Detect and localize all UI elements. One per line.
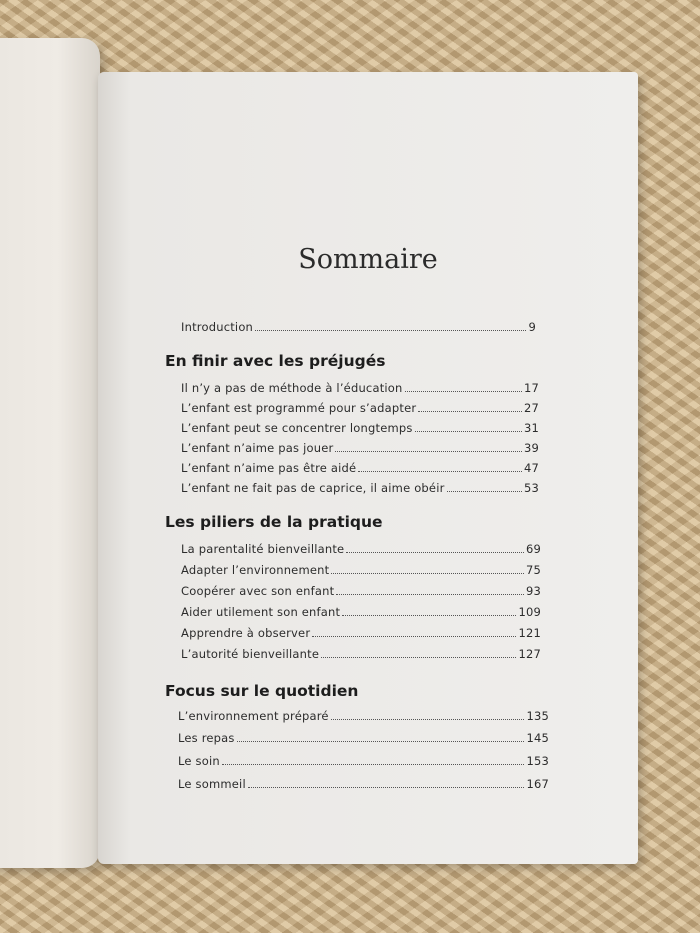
toc-entry-page: 93 — [525, 584, 541, 598]
toc-entry-page: 17 — [523, 381, 539, 395]
page-title: Sommaire — [298, 244, 438, 275]
toc-entry-page: 9 — [528, 320, 536, 334]
right-page — [98, 72, 638, 864]
toc-entry[interactable] — [178, 709, 549, 723]
toc-entry-label: Le sommeil — [178, 777, 246, 791]
toc-entry[interactable] — [181, 481, 539, 495]
toc-dot-leader — [346, 551, 524, 553]
toc-entry[interactable] — [181, 381, 539, 395]
toc-dot-leader — [447, 490, 522, 492]
toc-entry-label: La parentalité bienveillante — [181, 542, 345, 556]
toc-dot-leader — [321, 656, 516, 658]
toc-entry-label: L’environnement préparé — [178, 709, 329, 723]
toc-entry-page: 27 — [523, 401, 539, 415]
toc-entry[interactable] — [181, 563, 541, 577]
toc-dot-leader — [312, 635, 516, 637]
toc-entry[interactable] — [181, 605, 541, 619]
toc-entry[interactable] — [178, 777, 549, 791]
toc-entry[interactable] — [178, 754, 549, 768]
toc-entry-page: 75 — [525, 563, 541, 577]
toc-entry[interactable] — [181, 441, 539, 455]
toc-dot-leader — [331, 572, 524, 574]
toc-dot-leader — [248, 786, 525, 788]
toc-entry-page: 69 — [525, 542, 541, 556]
toc-dot-leader — [415, 430, 522, 432]
toc-entry-page: 39 — [523, 441, 539, 455]
toc-entry[interactable] — [178, 731, 549, 745]
toc-dot-leader — [336, 593, 524, 595]
toc-entry[interactable] — [181, 626, 541, 640]
toc-entry-label: Introduction — [181, 320, 254, 334]
toc-dot-leader — [358, 470, 522, 472]
left-page — [0, 38, 100, 868]
toc-entry-page: 135 — [526, 709, 549, 723]
section-heading: Focus sur le quotidien — [165, 682, 359, 700]
toc-entry[interactable] — [181, 647, 541, 661]
toc-entry-label: L’autorité bienveillante — [181, 647, 320, 661]
toc-entry-page: 145 — [526, 731, 549, 745]
toc-dot-leader — [222, 763, 525, 765]
toc-dot-leader — [255, 329, 526, 331]
toc-entry-label: L’enfant est programmé pour s’adapter — [181, 401, 417, 415]
toc-dot-leader — [342, 614, 516, 616]
toc-entry-label: Aider utilement son enfant — [181, 605, 341, 619]
toc-entry-label: Le soin — [178, 754, 220, 768]
toc-entry-page: 167 — [526, 777, 549, 791]
toc-entry-page: 153 — [526, 754, 549, 768]
toc-entry-page: 109 — [518, 605, 541, 619]
toc-entry-label: L’enfant n’aime pas jouer — [181, 441, 334, 455]
toc-entry-page: 127 — [518, 647, 541, 661]
toc-entry-label: L’enfant peut se concentrer longtemps — [181, 421, 413, 435]
toc-entry-page: 31 — [523, 421, 539, 435]
toc-entry[interactable] — [181, 461, 539, 475]
toc-entry-label: Apprendre à observer — [181, 626, 311, 640]
toc-entry-page: 47 — [523, 461, 539, 475]
toc-entry[interactable] — [181, 584, 541, 598]
section-heading: Les piliers de la pratique — [165, 513, 383, 531]
toc-dot-leader — [331, 718, 525, 720]
toc-entry-introduction[interactable] — [181, 320, 536, 334]
toc-entry-label: Adapter l’environnement — [181, 563, 330, 577]
toc-entry-page: 53 — [523, 481, 539, 495]
section-heading: En finir avec les préjugés — [165, 352, 386, 370]
toc-entry-label: L’enfant ne fait pas de caprice, il aime obéir — [181, 481, 445, 495]
toc-dot-leader — [335, 450, 522, 452]
toc-entry[interactable] — [181, 542, 541, 556]
toc-entry-label: L’enfant n’aime pas être aidé — [181, 461, 357, 475]
toc-entry-label: Coopérer avec son enfant — [181, 584, 335, 598]
toc-dot-leader — [418, 410, 522, 412]
toc-entry[interactable] — [181, 401, 539, 415]
toc-dot-leader — [405, 390, 522, 392]
toc-dot-leader — [237, 740, 525, 742]
toc-entry-label: Il n’y a pas de méthode à l’éducation — [181, 381, 403, 395]
toc-entry[interactable] — [181, 421, 539, 435]
toc-entry-label: Les repas — [178, 731, 235, 745]
toc-entry-page: 121 — [518, 626, 541, 640]
